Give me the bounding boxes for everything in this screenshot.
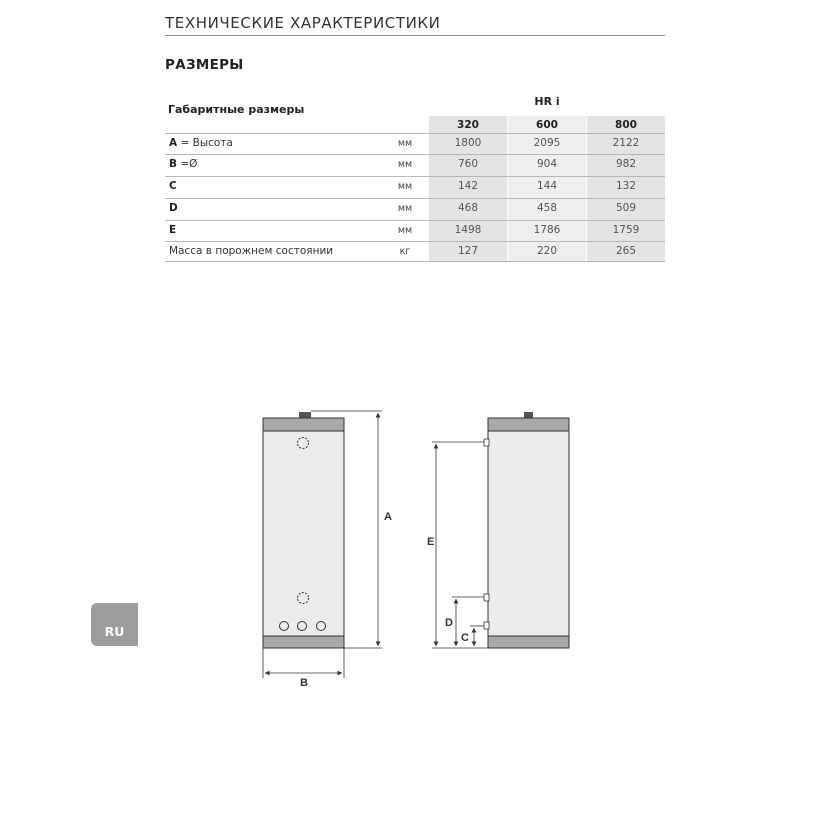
dimension-d-label: D: [445, 617, 453, 629]
row-unit: мм: [397, 159, 413, 170]
top-fitting: [524, 412, 533, 418]
cell-320: 142: [457, 180, 479, 192]
cell-600: 2095: [533, 137, 561, 149]
series-name: HR i: [534, 95, 560, 108]
column-header-800: 800: [615, 119, 637, 131]
dimension-b: [263, 648, 344, 689]
row-label: A = Высота: [169, 137, 233, 149]
dimension-c: [461, 626, 484, 646]
bottom-band: [263, 636, 344, 648]
row-unit: мм: [397, 225, 413, 236]
language-tab-label: RU: [104, 624, 125, 639]
row-label: B =Ø: [169, 158, 198, 170]
cell-320: 1800: [454, 137, 482, 149]
cell-600: 1786: [533, 224, 561, 236]
tank-body: [263, 418, 344, 648]
dimension-c-label: C: [461, 632, 469, 644]
row-unit: мм: [397, 203, 413, 214]
cell-600: 220: [536, 245, 558, 257]
dimension-a-label: A: [384, 511, 392, 523]
cell-320: 127: [457, 245, 479, 257]
row-label: E: [169, 224, 177, 236]
row-unit: кг: [399, 246, 411, 257]
side-nozzle: [484, 594, 489, 601]
bottom-band: [488, 636, 569, 648]
top-fitting: [299, 412, 311, 418]
row-label: D: [169, 202, 178, 214]
cell-320: 760: [457, 158, 479, 170]
cell-800: 1759: [612, 224, 640, 236]
row-label: C: [169, 180, 177, 192]
row-unit: мм: [397, 138, 413, 149]
cell-600: 904: [536, 158, 558, 170]
section-title: РАЗМЕРЫ: [165, 57, 244, 73]
cell-800: 509: [615, 202, 637, 214]
column-header-320: 320: [457, 119, 479, 131]
dimension-e: [427, 442, 488, 648]
top-band: [263, 418, 344, 431]
tank-side-view: [484, 412, 569, 648]
cell-600: 458: [536, 202, 558, 214]
table-title: Габаритные размеры: [168, 103, 305, 116]
cell-800: 2122: [612, 137, 640, 149]
cell-800: 982: [615, 158, 637, 170]
side-nozzle: [484, 439, 489, 446]
row-unit: мм: [397, 181, 413, 192]
dimension-e-label: E: [427, 536, 435, 548]
tank-front-view: [263, 412, 344, 648]
dimension-b-label: B: [300, 677, 308, 689]
cell-320: 468: [457, 202, 479, 214]
side-nozzle: [484, 622, 489, 629]
cell-600: 144: [536, 180, 558, 192]
cell-800: 265: [615, 245, 637, 257]
page-heading: ТЕХНИЧЕСКИЕ ХАРАКТЕРИСТИКИ: [165, 13, 665, 36]
column-header-600: 600: [536, 119, 558, 131]
cell-320: 1498: [454, 224, 482, 236]
top-band: [488, 418, 569, 431]
cell-800: 132: [615, 180, 637, 192]
tank-body: [488, 418, 569, 648]
row-label: Масса в порожнем состоянии: [169, 245, 334, 257]
